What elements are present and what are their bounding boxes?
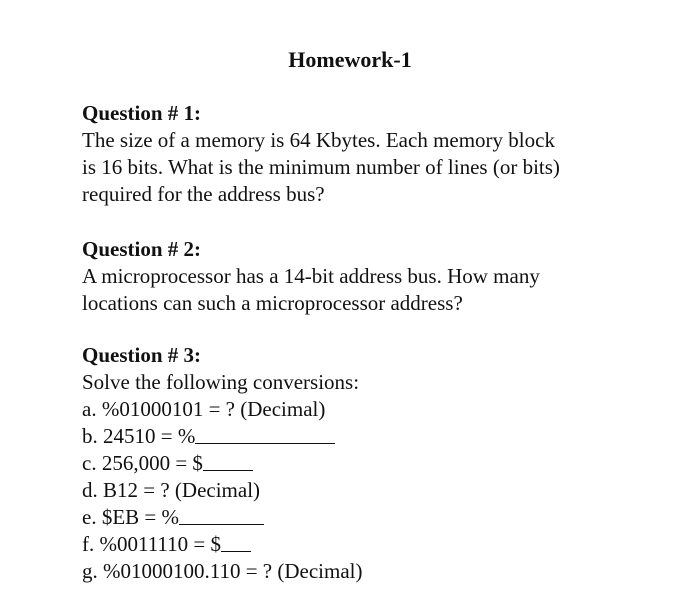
question-1-text — [82, 127, 642, 208]
question-1-line: required for the address bus? — [82, 182, 325, 206]
question-3-heading: Question # 3: — [82, 343, 202, 367]
question-1-line: is 16 bits. What is the minimum number of lines (or bits) — [82, 155, 560, 179]
question-3 — [82, 342, 642, 585]
conversion-item-g — [82, 558, 642, 585]
conversion-item-c-text: c. 256,000 = $ — [82, 451, 203, 475]
conversion-item-c — [82, 450, 642, 477]
question-2-text — [82, 263, 642, 317]
question-3-intro: Solve the following conversions: — [82, 370, 360, 394]
question-2-line: A microprocessor has a 14-bit address bus. How many — [82, 264, 540, 288]
conversion-item-a — [82, 396, 642, 423]
conversion-item-b — [82, 423, 642, 450]
conversion-item-f-text: f. %0011110 = $ — [82, 532, 221, 556]
conversion-item-d-text: d. B12 = ? (Decimal) — [82, 478, 261, 502]
conversion-item-f — [82, 531, 642, 558]
answer-blank — [221, 532, 251, 552]
question-2 — [82, 236, 642, 317]
conversion-item-e — [82, 504, 642, 531]
question-2-line: locations can such a microprocessor address? — [82, 291, 463, 315]
answer-blank — [203, 451, 253, 471]
question-1-heading: Question # 1: — [82, 101, 202, 125]
conversion-item-d — [82, 477, 642, 504]
question-2-heading: Question # 2: — [82, 237, 202, 261]
conversion-list — [82, 396, 642, 585]
conversion-item-a-text: a. %01000101 = ? (Decimal) — [82, 397, 326, 421]
question-1 — [82, 100, 642, 208]
question-1-line: The size of a memory is 64 Kbytes. Each memory block — [82, 128, 555, 152]
answer-blank — [179, 505, 264, 525]
conversion-item-e-text: e. $EB = % — [82, 505, 179, 529]
answer-blank — [195, 424, 335, 444]
conversion-item-b-text: b. 24510 = % — [82, 424, 196, 448]
document-title: Homework-1 — [288, 47, 412, 72]
conversion-item-g-text: g. %01000100.110 = ? (Decimal) — [82, 559, 363, 583]
